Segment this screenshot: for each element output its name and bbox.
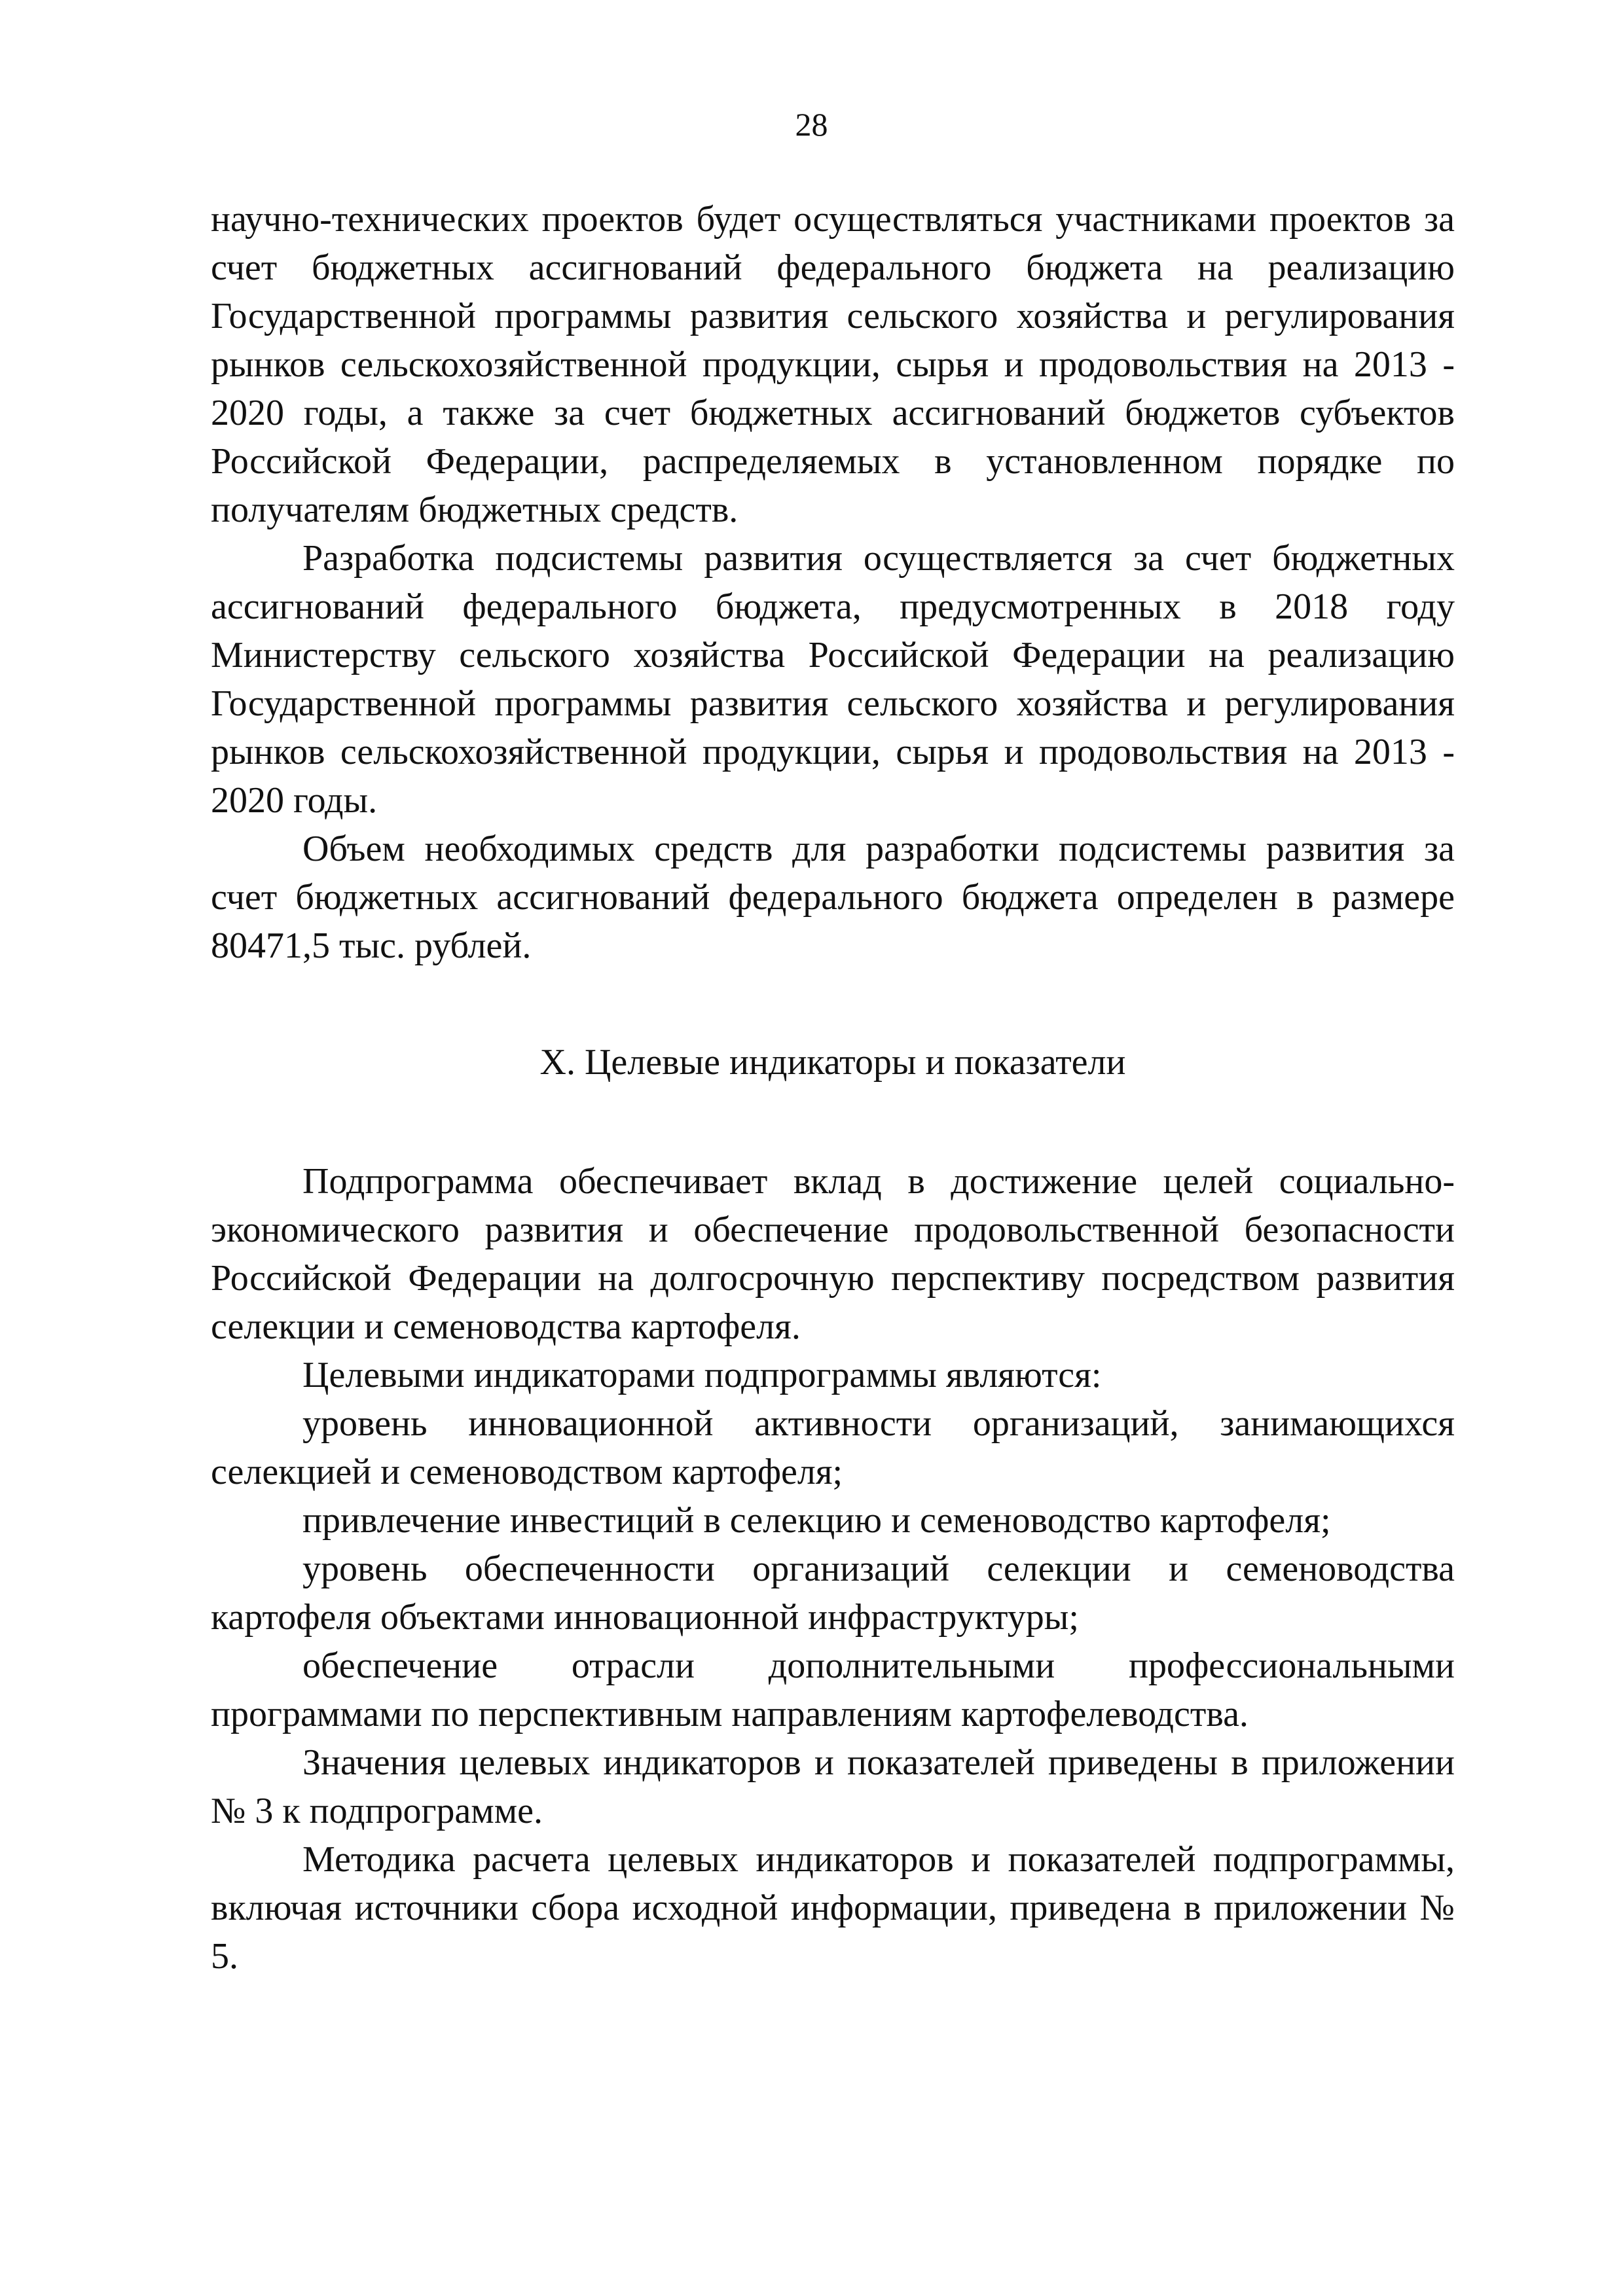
paragraph-subsystem-development: Разработка подсистемы развития осуществляется за счет бюджетных ассигнований федерального бюджета, предусмотренных в 2018 году Министерству сельского хозяйства Российской Федерации на реализацию Государственной программы развития сельского хозяйства и регулирования рынков сельскохозяйственной продукции, сырья и продовольствия на 2013 - 2020 годы. [211,538,1455,821]
paragraph-subprogram-contribution: Подпрограмма обеспечивает вклад в достижение целей социально-экономического развития и обеспечение продовольственной безопасности Российской Федерации на долгосрочную перспективу посредством развития селекции и семеноводства картофеля. [211,1161,1455,1347]
list-item-innovation-activity: уровень инновационной активности организаций, занимающихся селекцией и семеноводством картофеля; [211,1403,1455,1492]
paragraph-project-funding: научно-технических проектов будет осуществляться участниками проектов за счет бюджетных ассигнований федерального бюджета на реализацию Государственной программы развития сельского хозяйства и регулирования рынков сельскохозяйственной продукции, сырья и продовольствия на 2013 - 2020 годы, а также за счет бюджетных ассигнований бюджетов субъектов Российской Федерации, распределяемых в установленном порядке по получателям бюджетных средств. [211,199,1455,530]
paragraph-indicators-intro: Целевыми индикаторами подпрограммы являются: [302,1355,1102,1395]
list-item-professional-programs: обеспечение отрасли дополнительными профессиональными программами по перспективным направлениям картофелеводства. [211,1645,1455,1734]
section-heading: X. Целевые индикаторы и показатели [539,1042,1126,1083]
document-body [211,195,1455,1981]
paragraph-funding-amount: Объем необходимых средств для разработки подсистемы развития за счет бюджетных ассигнований федерального бюджета определен в размере 80471,5 тыс. рублей. [211,829,1455,966]
list-item-infrastructure: уровень обеспеченности организаций селекции и семеноводства картофеля объектами инновационной инфраструктуры; [211,1549,1455,1638]
page-number: 28 [795,106,828,143]
paragraph-indicator-values: Значения целевых индикаторов и показателей приведены в приложении № 3 к подпрограмме. [211,1742,1455,1831]
paragraph-methodology: Методика расчета целевых индикаторов и показателей подпрограммы, включая источники сбора исходной информации, приведена в приложении № 5. [211,1839,1455,1977]
list-item-investment: привлечение инвестиций в селекцию и семеноводство картофеля; [302,1500,1331,1541]
